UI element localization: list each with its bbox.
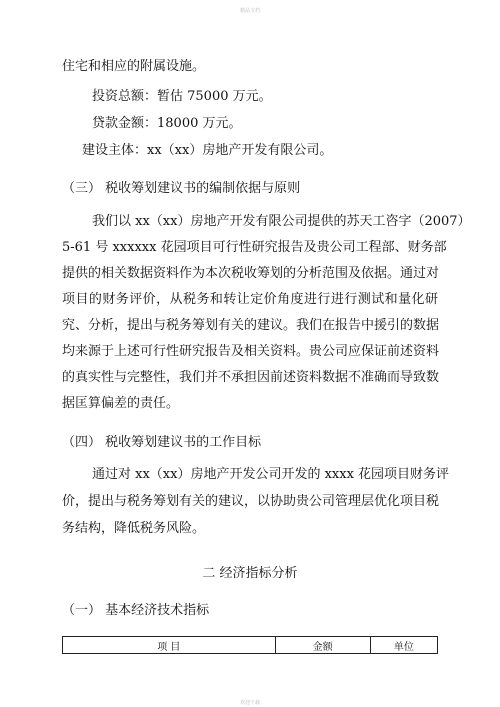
- page-header-watermark: 精品文档: [239, 8, 260, 14]
- paragraph-line: 均来源于上述可行性研究报告及相关资料。贵公司应保证前述资料: [62, 344, 440, 359]
- loan-line: 贷款金额：18000 万元。: [92, 116, 242, 131]
- indicator-table: [62, 636, 438, 654]
- subsection-heading: （一） 基本经济技术指标: [62, 603, 210, 618]
- paragraph-line: 我们以 xx（xx）房地产开发有限公司提供的苏天工咨字（2007）: [92, 214, 471, 229]
- page-footer-watermark: 欢迎下载: [239, 700, 260, 706]
- paragraph-line: 提供的相关数据资料作为本次税收筹划的分析范围及依据。通过对: [62, 266, 440, 281]
- paragraph-line: 住宅和相应的附属设施。: [62, 59, 206, 74]
- paragraph-line: 的真实性与完整性，我们并不承担因前述资料数据不准确而导致数: [62, 370, 440, 385]
- table-header-item: 项 目: [63, 637, 276, 654]
- investment-line: 投资总额：暂估 75000 万元。: [92, 89, 272, 104]
- builder-line: 建设主体：xx（xx）房地产开发有限公司。: [82, 143, 333, 158]
- paragraph-line: 5-61 号 xxxxxx 花园项目可行性研究报告及贵公司工程部、财务部: [62, 240, 447, 255]
- table-header-unit: 单位: [370, 637, 437, 654]
- paragraph-line: 务结构，降低税务风险。: [62, 521, 206, 536]
- chapter-heading: 二 经济指标分析: [202, 566, 298, 581]
- paragraph-line: 通过对 xx（xx）房地产开发公司开发的 xxxx 花园项目财务评: [92, 467, 450, 482]
- paragraph-line: 价，提出与税务筹划有关的建议，以协助贵公司管理层优化项目税: [62, 494, 440, 509]
- table-header-row: [63, 637, 438, 654]
- paragraph-line: 据匡算偏差的责任。: [62, 396, 180, 411]
- table-header-amount: 金额: [275, 637, 370, 654]
- paragraph-line: 项目的财务评价，从税务和转让定价角度进行进行测试和量化研: [62, 292, 438, 307]
- paragraph-line: 究、分析，提出与税务筹划有关的建议。我们在报告中援引的数据: [62, 318, 440, 333]
- section-heading-4: （四） 税收筹划建议书的工作目标: [62, 435, 262, 450]
- section-heading-3: （三） 税收筹划建议书的编制依据与原则: [62, 181, 301, 196]
